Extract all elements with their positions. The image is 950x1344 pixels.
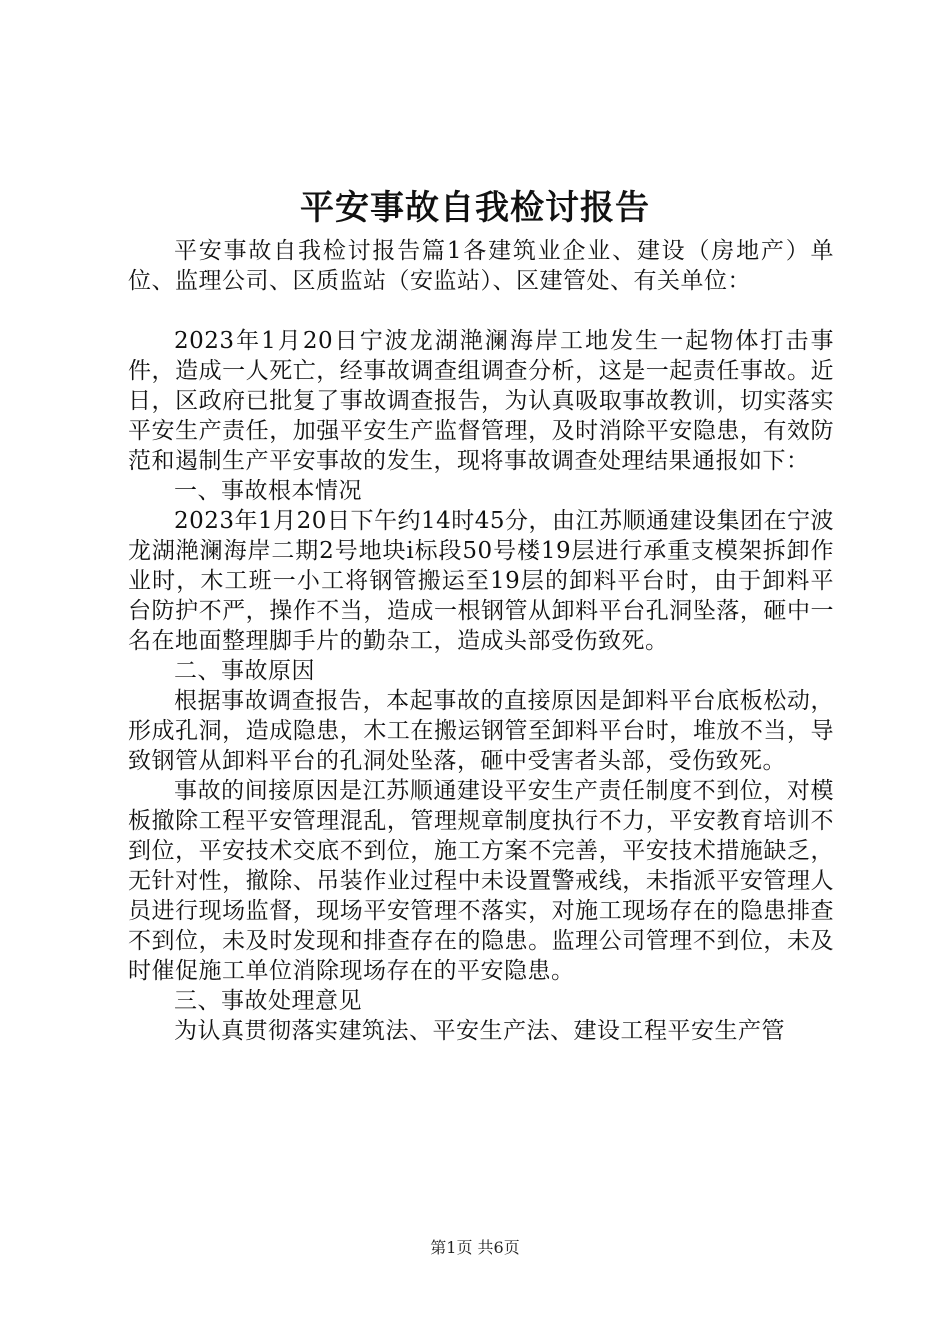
paragraph-accident-summary: 2023年1月20日宁波龙湖滟澜海岸工地发生一起物体打击事件，造成一人死亡，经事故调查组调查分析，这是一起责任事故。近日，区政府已批复了事故调查报告，为认真吸取事故教训，切实落实平安生产责任，加强平安生产监督管理，及时消除平安隐患，有效防范和遏制生产平安事故的发生，现将事故调查处理结果通报如下：: [128, 328, 834, 474]
section-heading-causes: 二、事故原因: [174, 658, 315, 684]
page-footer: 第1页 共6页: [430, 1238, 520, 1257]
paragraph-gap: [128, 296, 834, 326]
paragraph-direct-cause: 根据事故调查报告，本起事故的直接原因是卸料平台底板松动，形成孔洞，造成隐患，木工在搬运钢管至卸料平台时，堆放不当，导致钢管从卸料平台的孔洞处坠落，砸中受害者头部，受伤致死。: [128, 688, 834, 774]
section-heading-basic-situation: 一、事故根本情况: [174, 478, 362, 504]
paragraph-handling: 为认真贯彻落实建筑法、平安生产法、建设工程平安生产管: [174, 1018, 785, 1044]
paragraph-basic-situation: 2023年1月20日下午约14时45分，由江苏顺通建设集团在宁波龙湖滟澜海岸二期2号地块i标段50号楼19层进行承重支模架拆卸作业时，木工班一小工将钢管搬运至19层的卸料平台时，由于卸料平台防护不严，操作不当，造成一根钢管从卸料平台孔洞坠落，砸中一名在地面整理脚手片的勤杂工，造成头部受伤致死。: [128, 508, 834, 654]
document-title: 平安事故自我检讨报告: [300, 188, 650, 228]
document-body: [128, 236, 834, 1046]
paragraph-indirect-cause: 事故的间接原因是江苏顺通建设平安生产责任制度不到位，对模板撤除工程平安管理混乱，管理规章制度执行不力，平安教育培训不到位，平安技术交底不到位，施工方案不完善，平安技术措施缺乏，无针对性，撤除、吊装作业过程中未设置警戒线，未指派平安管理人员进行现场监督，现场平安管理不落实，对施工现场存在的隐患排查不到位，未及时发现和排查存在的隐患。监理公司管理不到位，未及时催促施工单位消除现场存在的平安隐患。: [128, 778, 834, 984]
paragraph-intro: 平安事故自我检讨报告篇1各建筑业企业、建设（房地产）单位、监理公司、区质监站（安监站）、区建管处、有关单位：: [128, 238, 834, 294]
section-heading-handling: 三、事故处理意见: [174, 988, 362, 1014]
